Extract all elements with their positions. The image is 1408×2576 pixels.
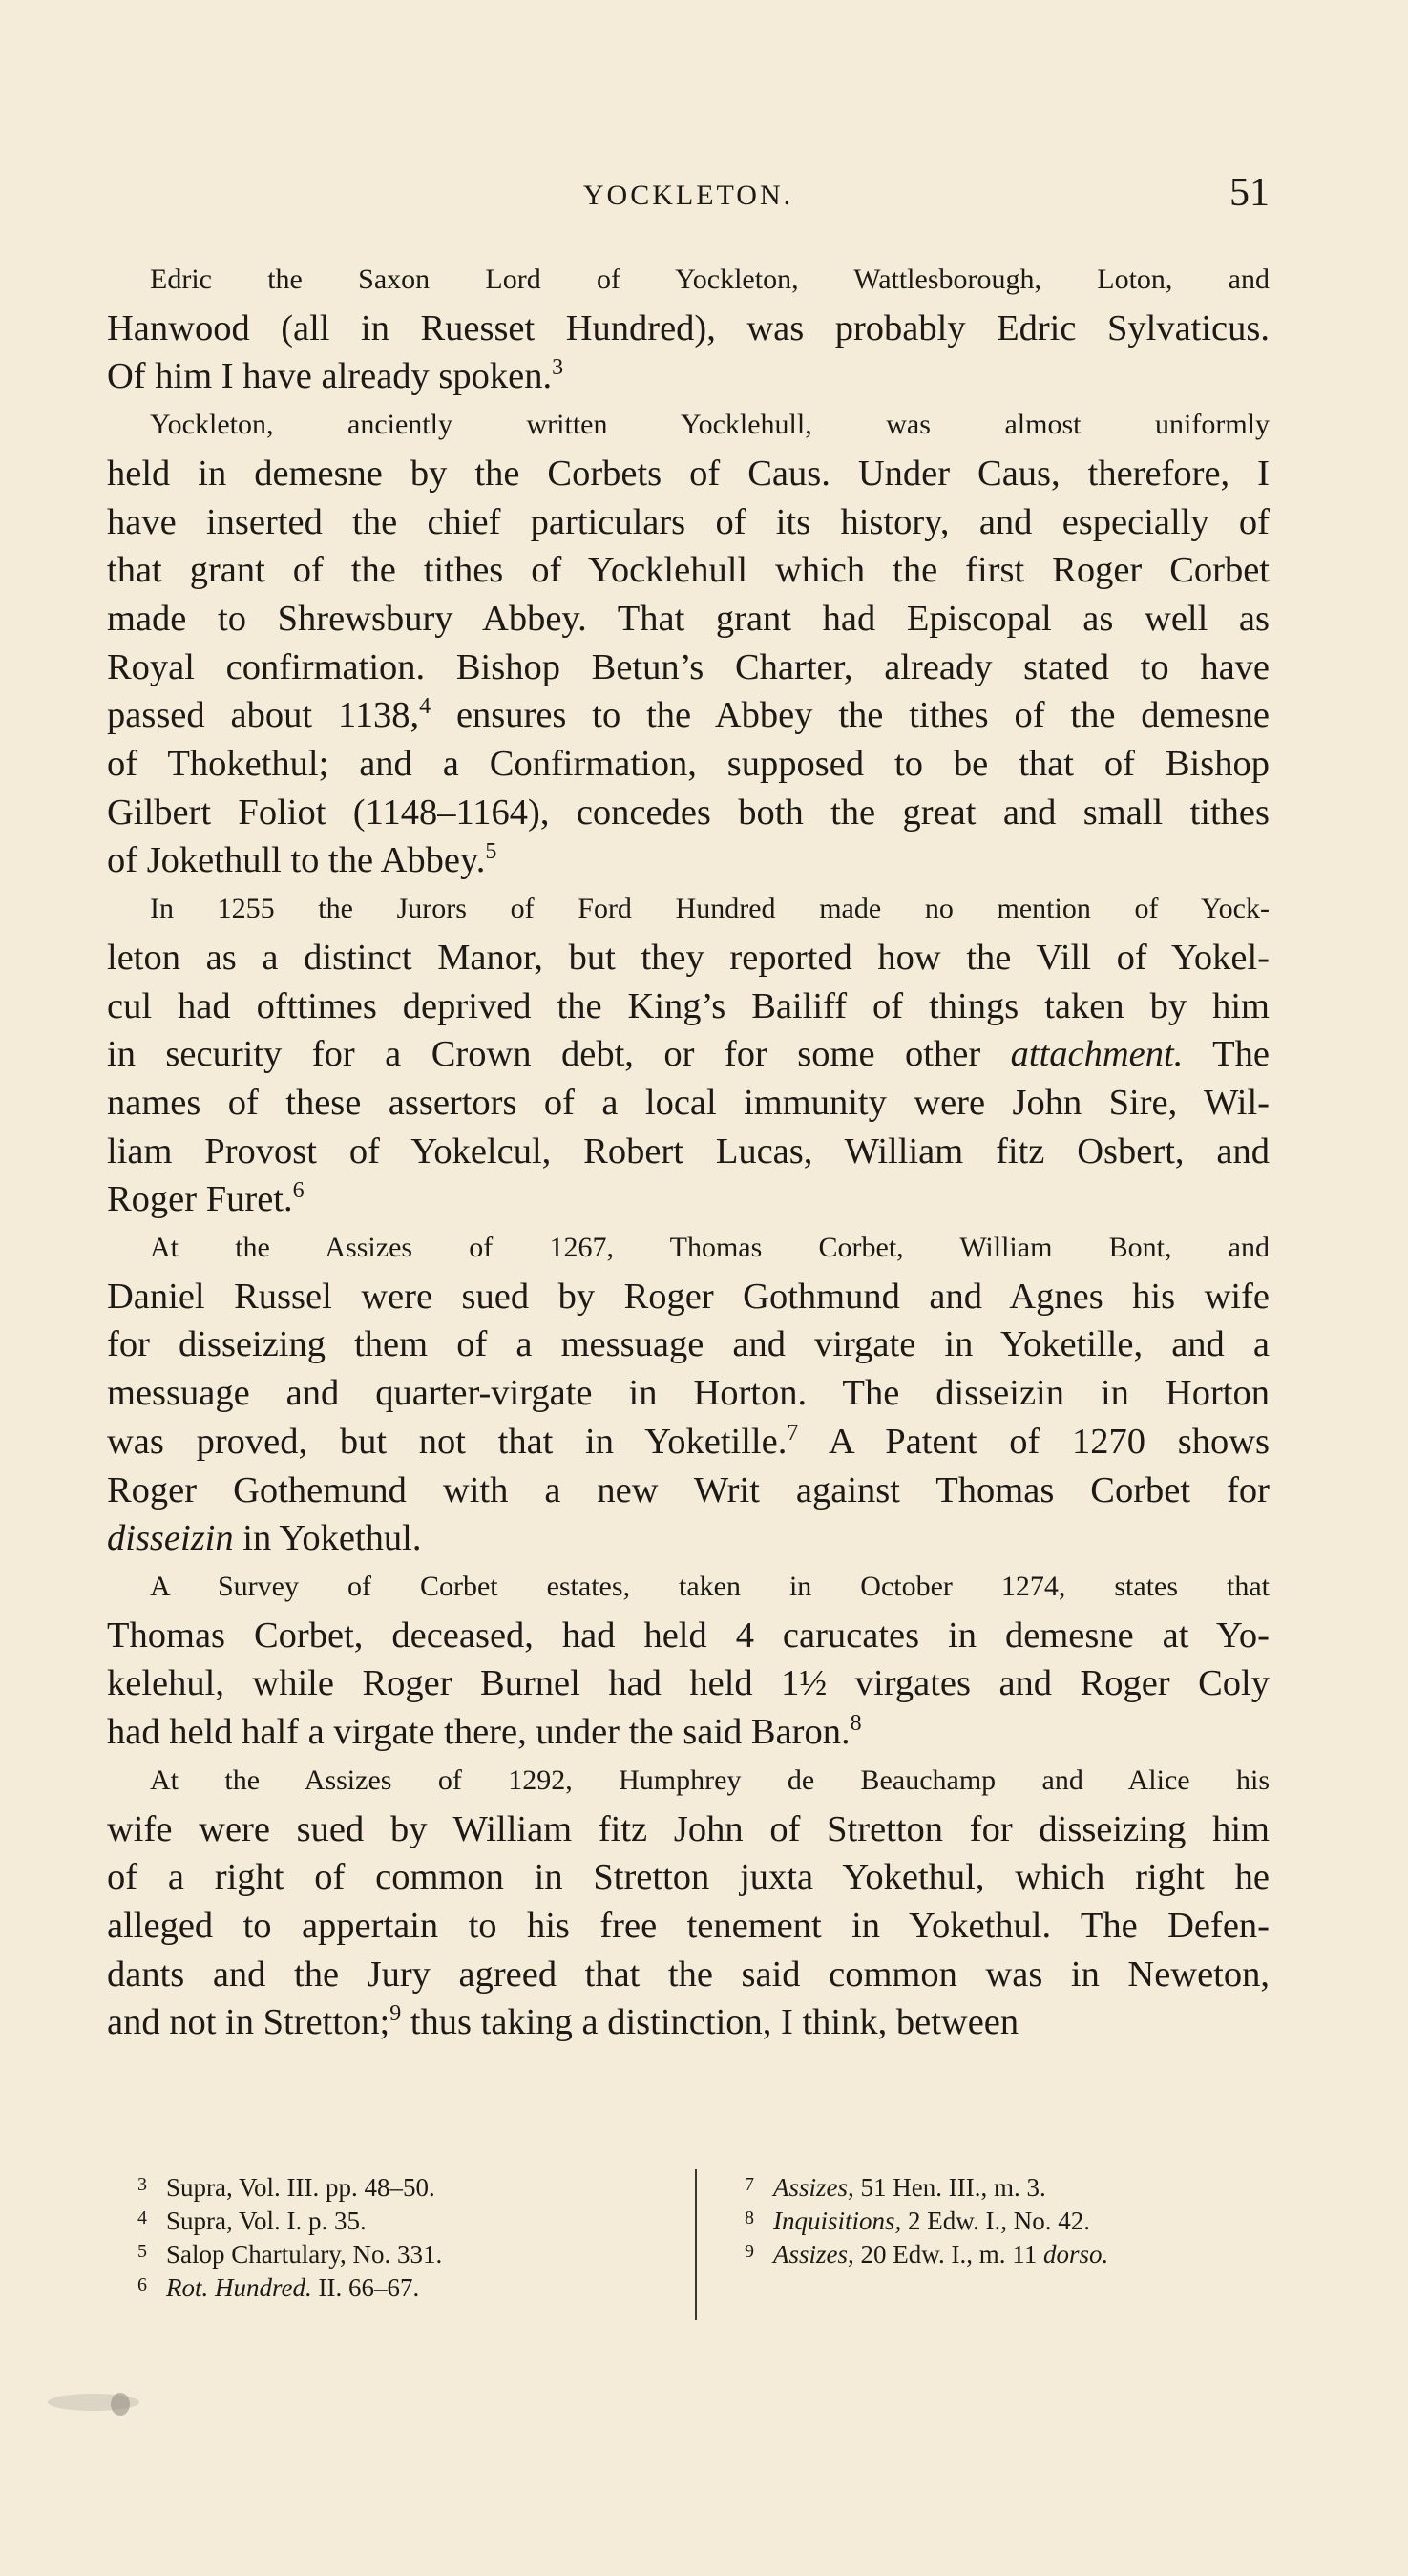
text-line: [107, 1418, 1270, 1467]
footnote: [137, 2236, 672, 2270]
text-line: [107, 1369, 1270, 1418]
text-run: Hanwood (all in Ruesset Hundred), was probably Edric Sylvaticus.: [107, 307, 1270, 348]
footnote: [745, 2236, 1279, 2270]
text-run: wife were sued by William fitz John of Stretton for disseizing him: [107, 1808, 1270, 1849]
text-line: [107, 1030, 1270, 1079]
paragraph: [107, 401, 1270, 885]
text-run: Salop Chartulary, No. 331.: [166, 2240, 443, 2269]
footnote-number: 5: [137, 2241, 147, 2262]
text-run: of Thokethul; and a Confirmation, supposed to be that of Bishop: [107, 744, 1270, 785]
text-run: held in demesne by the Corbets of Caus. Under Caus, therefore, I: [107, 453, 1270, 494]
text-run: ensures to the Abbey the tithes of the demesne: [431, 695, 1270, 736]
text-run: Edric the Saxon Lord of Yockleton, Wattlesborough, Loton, and: [150, 264, 1270, 295]
footnote-ref: 5: [485, 839, 497, 865]
text-line: [107, 1612, 1270, 1660]
footnote-ref: 6: [292, 1178, 305, 1204]
text-run: and not in Stretton;: [107, 2002, 390, 2043]
footnote-ref: 4: [419, 694, 431, 720]
text-run: A Patent of 1270 shows: [798, 1421, 1270, 1462]
text-line: [107, 934, 1270, 982]
footnotes-left-column: [137, 2169, 672, 2303]
text-line: [107, 885, 1270, 934]
text-run: that grant of the tithes of Yocklehull which the first Roger Corbet: [107, 550, 1270, 591]
paragraph: [107, 1563, 1270, 1757]
text-line: [107, 352, 1270, 401]
text-run: for disseizing them of a messuage and virgate in Yoketille, and a: [107, 1324, 1270, 1365]
footnote-ref: 8: [850, 1711, 862, 1737]
text-line: [107, 401, 1270, 450]
footnote-ref: 9: [389, 2001, 402, 2027]
text-line: [107, 1902, 1270, 1951]
text-line: [107, 644, 1270, 692]
text-run: Roger Furet.: [107, 1179, 293, 1220]
footnote: [745, 2169, 1279, 2203]
footnote: [745, 2203, 1279, 2236]
footnote-number: 8: [745, 2207, 754, 2228]
text-run: In 1255 the Jurors of Ford Hundred made no mention of Yock-: [150, 893, 1270, 925]
footnote-ref: 3: [552, 355, 564, 381]
text-run: A Survey of Corbet estates, taken in October 1274, states that: [150, 1570, 1270, 1602]
text-line: [107, 789, 1270, 837]
text-run: II. 66–67.: [311, 2273, 420, 2302]
text-line: [107, 740, 1270, 789]
text-run: cul had ofttimes deprived the King’s Bailiff of things taken by him: [107, 985, 1270, 1026]
text-run: in Yokethul.: [233, 1518, 422, 1559]
text-line: [107, 1853, 1270, 1902]
body-text: [107, 256, 1270, 2047]
text-line: [107, 1951, 1270, 1999]
text-line: [107, 546, 1270, 595]
footnote: [137, 2203, 672, 2236]
text-line: [107, 1467, 1270, 1515]
text-run: messuage and quarter-virgate in Horton. The disseizin in Horton: [107, 1373, 1270, 1414]
italic-text: Inquisitions,: [773, 2206, 902, 2235]
text-line: [107, 595, 1270, 644]
text-run: leton as a distinct Manor, but they reported how the Vill of Yokel-: [107, 937, 1270, 978]
footnote-number: 4: [137, 2207, 147, 2228]
text-run: of Jokethull to the Abbey.: [107, 840, 486, 881]
text-run: dants and the Jury agreed that the said common was in Neweton,: [107, 1953, 1270, 1995]
text-line: [107, 1563, 1270, 1612]
footnote-number: 6: [137, 2274, 147, 2295]
text-line: [107, 498, 1270, 547]
text-run: thus taking a distinction, I think, between: [401, 2002, 1019, 2043]
text-line: [107, 1514, 1270, 1563]
page-header: [107, 170, 1270, 227]
text-line: [107, 450, 1270, 498]
paragraph: [107, 1224, 1270, 1563]
text-line: [107, 691, 1270, 740]
text-line: [107, 1224, 1270, 1273]
text-run: 20 Edw. I., m. 11: [853, 2240, 1043, 2269]
text-line: [107, 1320, 1270, 1369]
footnote-number: 3: [137, 2174, 147, 2195]
text-run: of a right of common in Stretton juxta Yokethul, which right he: [107, 1857, 1270, 1898]
paragraph: [107, 1757, 1270, 2047]
text-line: [107, 1708, 1270, 1757]
footnote-number: 9: [745, 2241, 754, 2262]
text-run: Gilbert Foliot (1148–1164), concedes both the great and small tithes: [107, 792, 1270, 833]
text-line: [107, 1128, 1270, 1176]
text-run: liam Provost of Yokelcul, Robert Lucas, William fitz Osbert, and: [107, 1130, 1270, 1172]
text-run: had held half a virgate there, under the said Baron.: [107, 1712, 851, 1753]
text-run: Royal confirmation. Bishop Betun’s Charter, already stated to have: [107, 646, 1270, 687]
ink-smudge-decoration: [38, 2387, 143, 2419]
page-number: 51: [1229, 171, 1270, 215]
text-line: [107, 1659, 1270, 1708]
text-run: was proved, but not that in Yoketille.: [107, 1421, 788, 1462]
text-line: [107, 1175, 1270, 1224]
text-run: have inserted the chief particulars of its history, and especially of: [107, 501, 1270, 542]
text-run: Of him I have already spoken.: [107, 356, 553, 397]
text-run: alleged to appertain to his free tenement in Yokethul. The Defen-: [107, 1905, 1270, 1946]
text-run: Daniel Russel were sued by Roger Gothmund and Agnes his wife: [107, 1276, 1270, 1317]
text-line: [107, 836, 1270, 885]
footnote-number: 7: [745, 2174, 754, 2195]
footnotes: [107, 2169, 1270, 2322]
text-line: [107, 1805, 1270, 1854]
text-run: kelehul, while Roger Burnel had held 1½ virgates and Roger Coly: [107, 1663, 1270, 1704]
italic-text: Assizes,: [773, 2240, 854, 2269]
footnote-column-divider: [695, 2169, 697, 2320]
text-line: [107, 1998, 1270, 2047]
text-line: [107, 305, 1270, 353]
text-run: Thomas Corbet, deceased, had held 4 carucates in demesne at Yo-: [107, 1615, 1270, 1656]
text-line: [107, 982, 1270, 1031]
footnote: [137, 2270, 672, 2303]
text-run: The: [1183, 1034, 1270, 1075]
italic-text: Rot. Hundred.: [166, 2273, 312, 2302]
paragraph: [107, 256, 1270, 401]
footnotes-right-column: [745, 2169, 1279, 2270]
text-run: made to Shrewsbury Abbey. That grant had Episcopal as well as: [107, 598, 1270, 639]
running-title: YOCKLETON.: [582, 179, 794, 211]
text-line: [107, 1757, 1270, 1805]
text-run: 2 Edw. I., No. 42.: [901, 2206, 1090, 2235]
italic-text: Assizes,: [773, 2173, 854, 2202]
text-run: names of these assertors of a local immunity were John Sire, Wil-: [107, 1082, 1270, 1123]
paragraph: [107, 885, 1270, 1224]
text-run: Yockleton, anciently written Yocklehull, was almost uniformly: [150, 409, 1270, 441]
text-run: Supra, Vol. III. pp. 48–50.: [166, 2173, 435, 2202]
text-run: 51 Hen. III., m. 3.: [853, 2173, 1046, 2202]
footnote-ref: 7: [787, 1421, 799, 1446]
text-run: Roger Gothemund with a new Writ against Thomas Corbet for: [107, 1469, 1270, 1510]
italic-text: disseizin: [107, 1518, 234, 1559]
text-line: [107, 1273, 1270, 1321]
text-run: At the Assizes of 1292, Humphrey de Beauchamp and Alice his: [150, 1763, 1270, 1796]
text-run: in security for a Crown debt, or for some other: [107, 1034, 1011, 1075]
footnote: [137, 2169, 672, 2203]
italic-text: dorso.: [1043, 2240, 1109, 2269]
text-run: passed about 1138,: [107, 695, 420, 736]
italic-text: attachment.: [1010, 1034, 1184, 1075]
text-line: [107, 1079, 1270, 1128]
text-run: At the Assizes of 1267, Thomas Corbet, William Bont, and: [150, 1232, 1270, 1264]
text-line: [107, 256, 1270, 305]
text-run: Supra, Vol. I. p. 35.: [166, 2206, 367, 2235]
